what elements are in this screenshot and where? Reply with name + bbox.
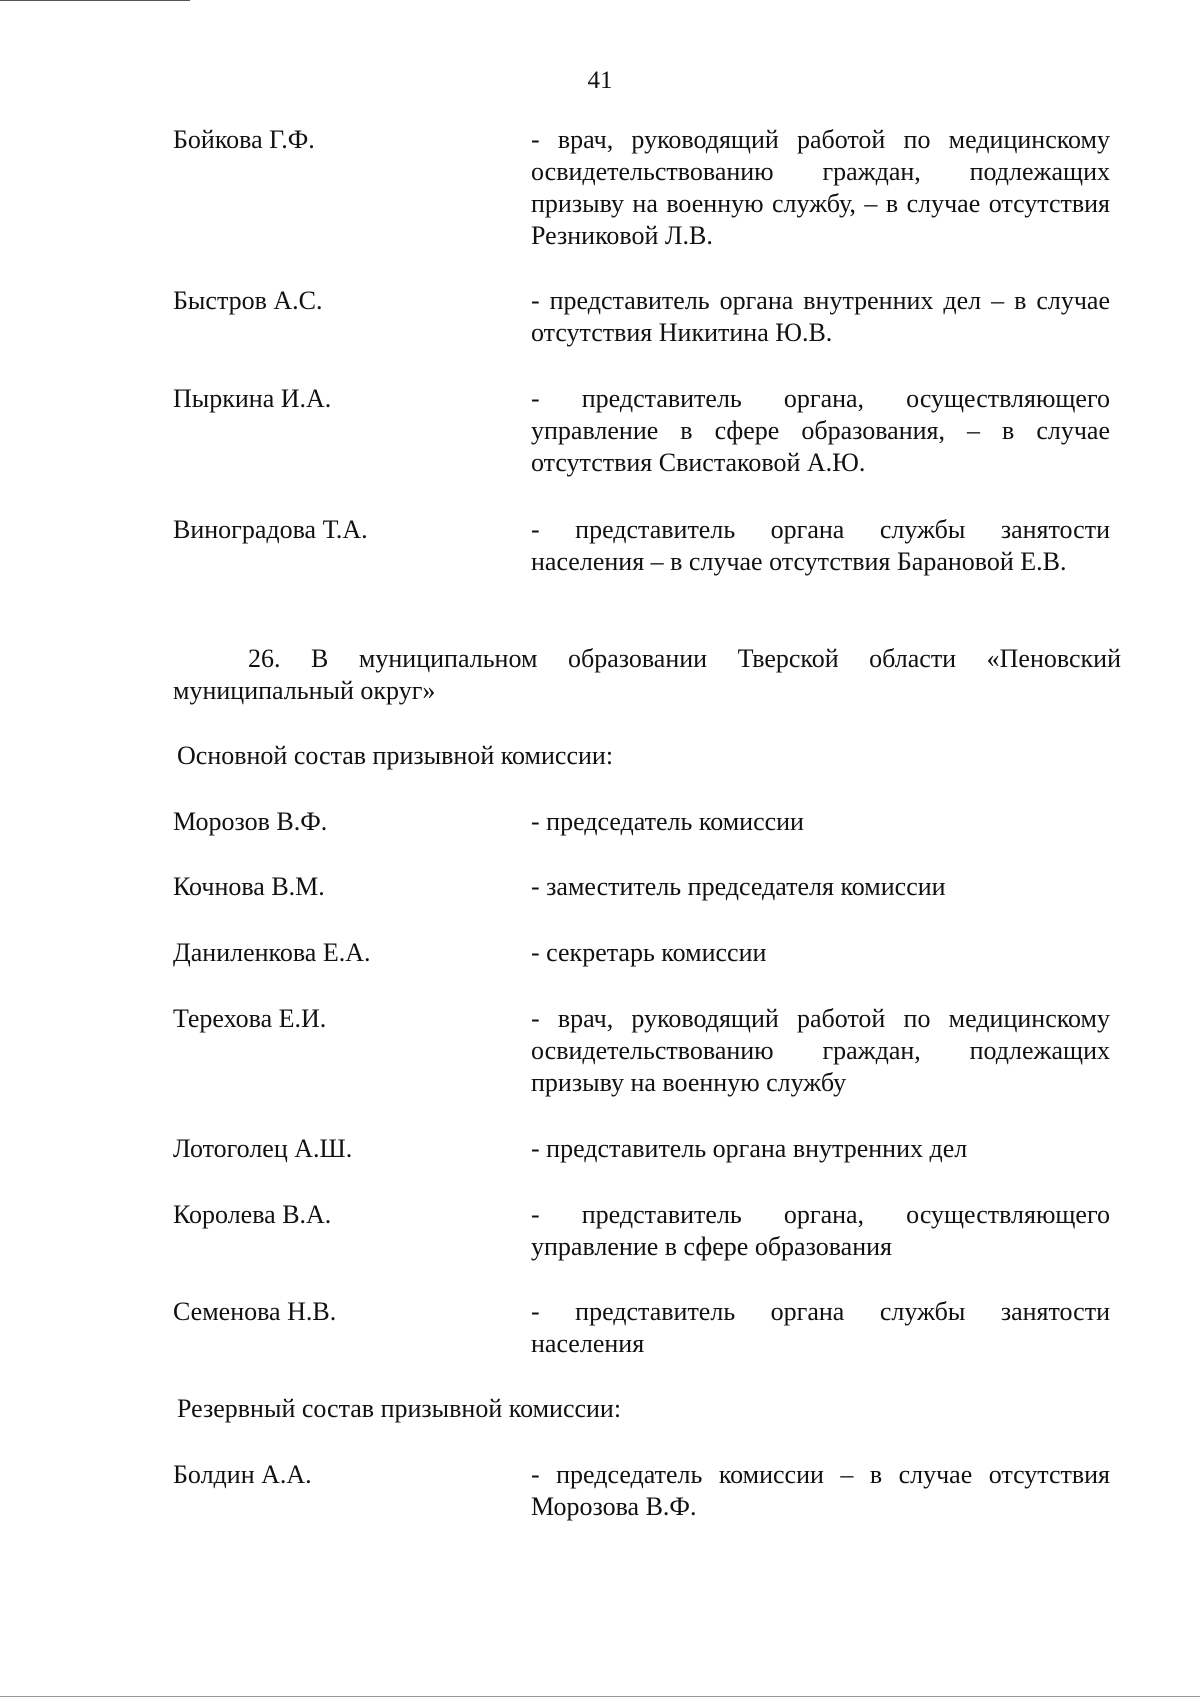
page-number: 41: [587, 67, 613, 94]
member-role: - врач, руководящий работой по медицинскому освидетельствованию граждан, подлежащих призыву на военную службу: [531, 1004, 1110, 1097]
member-name: Бойкова Г.Ф.: [173, 125, 315, 154]
member-name: Терехова Е.И.: [173, 1004, 327, 1033]
member-name: Семенова Н.В.: [173, 1297, 337, 1326]
member-role: - секретарь комиссии: [531, 938, 767, 967]
member-name: Кочнова В.М.: [173, 872, 325, 901]
member-name: Морозов В.Ф.: [173, 807, 328, 836]
main-composition-heading: Основной состав призывной комиссии:: [177, 741, 614, 770]
member-role: - представитель органа внутренних дел: [531, 1134, 968, 1163]
member-name: Королева В.А.: [173, 1200, 332, 1229]
member-role: - заместитель председателя комиссии: [531, 872, 946, 901]
member-role: - представитель органа внутренних дел – в случае отсутствия Никитина Ю.В.: [531, 286, 1110, 347]
member-role: - представитель органа, осуществляющего управление в сфере образования: [531, 1200, 1110, 1261]
member-role: - врач, руководящий работой по медицинскому освидетельствованию граждан, подлежащих призыву на военную службу, – в случае отсутствия Резниковой Л.В.: [531, 125, 1110, 250]
member-name: Даниленкова Е.А.: [173, 938, 371, 967]
member-name: Лотоголец А.Ш.: [173, 1134, 353, 1163]
member-name: Болдин А.А.: [173, 1460, 312, 1489]
member-name: Быстров А.С.: [173, 286, 323, 315]
reserve-composition-heading: Резервный состав призывной комиссии:: [177, 1394, 622, 1423]
member-role: - представитель органа службы занятости населения: [531, 1297, 1110, 1358]
member-name: Виноградова Т.А.: [173, 515, 368, 544]
member-role: - представитель органа службы занятости населения – в случае отсутствия Барановой Е.В.: [531, 515, 1110, 576]
member-role: - представитель органа, осуществляющего управление в сфере образования, – в случае отсутствия Свистаковой А.Ю.: [531, 384, 1110, 477]
scan-edge-line: [0, 1696, 1200, 1697]
member-name: Пыркина И.А.: [173, 384, 332, 413]
member-role: - председатель комиссии: [531, 807, 804, 836]
scan-edge-line: [0, 0, 190, 1]
member-role: - председатель комиссии – в случае отсутствия Морозова В.Ф.: [531, 1460, 1110, 1521]
section-title: 26. В муниципальном образовании Тверской области «Пеновский муниципальный округ»: [173, 644, 1121, 705]
